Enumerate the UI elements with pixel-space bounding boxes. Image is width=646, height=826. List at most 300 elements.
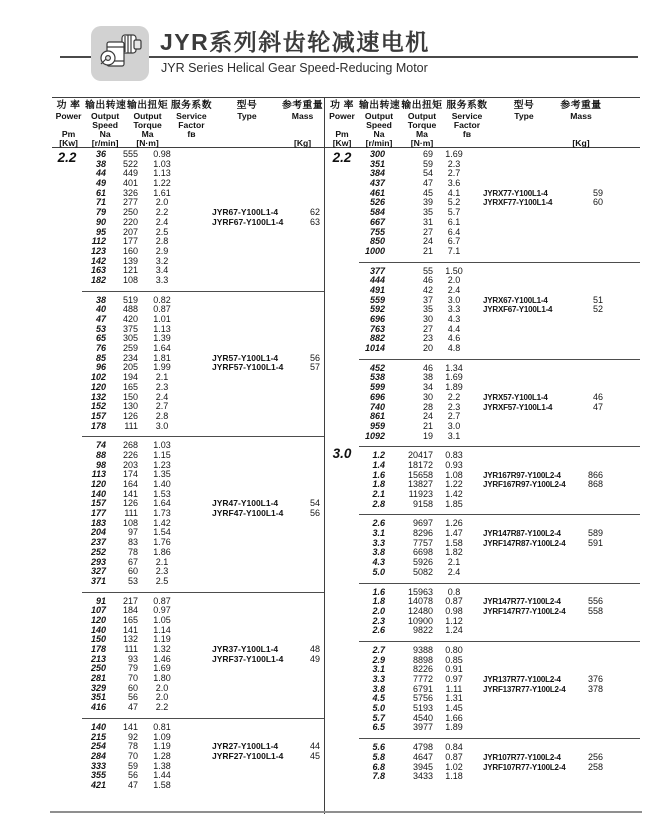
mass-cell	[294, 771, 320, 781]
header-line: Service	[451, 110, 483, 121]
factor-cell: 1.05	[153, 614, 171, 625]
header-line: Mass	[570, 110, 592, 121]
factor-cell: 1.23	[153, 459, 171, 470]
ratio-block	[52, 289, 324, 435]
type-cell	[475, 665, 583, 675]
table-row	[359, 198, 640, 208]
speed-cell: 177	[90, 508, 106, 519]
header-line: 输出转速	[85, 100, 127, 111]
table-row	[359, 315, 640, 325]
type-cell	[186, 470, 294, 480]
factor-cell: 1.34	[445, 362, 463, 373]
speed-cell: 65	[95, 333, 106, 344]
column-header-torque	[399, 101, 445, 147]
ratio-block	[52, 148, 324, 289]
header-line: Mass	[291, 110, 314, 121]
torque-cell: 97	[127, 527, 138, 538]
factor-cell: 1.12	[445, 615, 463, 626]
type-cell	[475, 588, 583, 598]
torque-cell: 20417	[407, 450, 433, 461]
table-row	[359, 500, 640, 510]
table-row	[82, 733, 324, 743]
mass-cell: 56	[309, 352, 320, 363]
type-cell	[475, 325, 583, 335]
speed-cell: 667	[369, 216, 385, 227]
speed-cell: 384	[369, 168, 385, 179]
speed-cell: 150	[90, 634, 106, 645]
table-row	[82, 664, 324, 674]
factor-cell: 2.2	[155, 207, 169, 218]
table-row	[82, 645, 324, 655]
power-value	[325, 581, 359, 639]
factor-cell: 2.5	[155, 575, 169, 586]
torque-cell: 53	[127, 575, 138, 586]
type-cell	[475, 714, 583, 724]
header-line: Ma	[416, 129, 428, 140]
header-line: 参考重量	[560, 100, 602, 111]
speed-cell: 1000	[364, 245, 385, 256]
type-cell	[475, 704, 583, 714]
type-cell: JYRX77-Y100L1-4	[483, 188, 548, 198]
speed-cell: 252	[90, 546, 106, 557]
table-row	[82, 655, 324, 665]
type-cell	[186, 150, 294, 160]
factor-cell: 6.1	[447, 216, 461, 227]
block-rows	[359, 446, 640, 512]
header-line: Factor	[178, 119, 205, 130]
table-row	[359, 480, 640, 490]
factor-cell: 3.3	[155, 274, 169, 285]
mass-cell	[294, 393, 320, 403]
mass-cell	[294, 412, 320, 422]
speed-cell: 120	[90, 614, 106, 625]
torque-cell: 141	[122, 488, 138, 499]
header-line: Torque	[133, 119, 162, 130]
header-line: Torque	[407, 119, 437, 130]
column-header-speed	[85, 101, 125, 147]
torque-cell: 165	[122, 381, 138, 392]
torque-cell: 21	[422, 245, 433, 256]
column-header-mass	[281, 101, 324, 147]
speed-cell: 850	[369, 236, 385, 247]
torque-cell: 234	[122, 352, 138, 363]
torque-cell: 42	[422, 284, 433, 295]
table-header	[52, 98, 324, 148]
table-row	[82, 257, 324, 267]
table-row	[82, 296, 324, 306]
torque-cell: 15963	[407, 586, 433, 597]
factor-cell: 2.5	[155, 226, 169, 237]
speed-cell: 300	[369, 149, 385, 159]
table-row	[359, 267, 640, 277]
torque-cell: 3945	[412, 761, 433, 772]
speed-cell: 36	[95, 149, 106, 159]
speed-cell: 696	[369, 314, 385, 324]
factor-cell: 2.4	[155, 391, 169, 402]
torque-cell: 20	[422, 343, 433, 354]
factor-cell: 1.89	[445, 382, 463, 393]
speed-cell: 355	[90, 770, 106, 781]
power-value	[325, 639, 359, 736]
speed-cell: 88	[95, 449, 106, 460]
speed-cell: 3.1	[372, 664, 385, 675]
torque-cell: 259	[122, 343, 138, 354]
mass-cell: 378	[587, 683, 603, 694]
type-cell	[475, 267, 583, 277]
table-row	[82, 179, 324, 189]
type-cell	[475, 383, 583, 393]
torque-cell: 141	[122, 721, 138, 732]
mass-cell: 591	[587, 537, 603, 548]
factor-cell: 2.0	[155, 692, 169, 703]
table-row	[359, 490, 640, 500]
type-cell	[475, 286, 583, 296]
header-line: 输出扭矩	[401, 100, 443, 111]
torque-cell: 31	[422, 216, 433, 227]
mass-cell	[583, 723, 603, 733]
mass-cell	[294, 325, 320, 335]
table-row	[82, 674, 324, 684]
table-row	[82, 684, 324, 694]
torque-cell: 555	[122, 149, 138, 159]
torque-cell: 4540	[412, 712, 433, 723]
factor-cell: 2.0	[155, 682, 169, 693]
type-cell	[186, 451, 294, 461]
mass-cell	[294, 169, 320, 179]
speed-cell: 755	[369, 226, 385, 237]
type-cell: JYRF107R77-Y100L2-4	[483, 762, 566, 772]
torque-cell: 108	[122, 517, 138, 528]
power-value	[52, 289, 82, 435]
speed-cell: 76	[95, 343, 106, 354]
type-cell: JYRF167R97-Y100L2-4	[483, 480, 566, 490]
speed-cell: 559	[369, 294, 385, 305]
mass-cell	[294, 684, 320, 694]
factor-cell: 2.9	[155, 245, 169, 256]
block-rows	[359, 262, 640, 357]
speed-cell: 284	[90, 750, 106, 761]
factor-cell: 0.8	[447, 586, 461, 597]
speed-cell: 599	[369, 382, 385, 393]
mass-cell: 376	[587, 674, 603, 684]
ratio-block	[52, 590, 324, 716]
factor-cell: 7.1	[447, 245, 461, 256]
type-cell: JYR67-Y100L1-4	[212, 207, 279, 218]
factor-cell: 2.8	[155, 410, 169, 421]
factor-cell: 0.82	[153, 294, 171, 305]
torque-cell: 5926	[412, 557, 433, 568]
speed-cell: 437	[369, 178, 385, 189]
table-row	[82, 237, 324, 247]
type-cell	[186, 567, 294, 577]
torque-cell: 165	[122, 614, 138, 625]
table-row	[359, 714, 640, 724]
speed-cell: 163	[90, 265, 106, 276]
speed-cell: 2.6	[372, 518, 385, 529]
factor-cell: 4.6	[447, 333, 461, 344]
torque-cell: 59	[127, 760, 138, 771]
factor-cell: 1.26	[445, 518, 463, 529]
mass-cell	[583, 315, 603, 325]
column-header-speed	[359, 101, 399, 147]
ratio-block	[325, 357, 640, 445]
table-row	[82, 635, 324, 645]
factor-cell: 2.2	[447, 391, 461, 402]
mass-cell: 48	[309, 644, 320, 654]
table-row	[82, 577, 324, 587]
table-row	[82, 519, 324, 529]
table-row	[82, 315, 324, 325]
factor-cell: 2.1	[155, 372, 169, 383]
table-row	[82, 276, 324, 286]
factor-cell: 2.7	[447, 168, 461, 179]
table-row	[359, 656, 640, 666]
table-row	[82, 228, 324, 238]
speed-cell: 461	[369, 187, 385, 198]
torque-cell: 130	[122, 401, 138, 412]
factor-cell: 0.98	[445, 605, 463, 616]
mass-cell: 63	[309, 216, 320, 227]
speed-cell: 959	[369, 420, 385, 431]
table-row	[82, 441, 324, 451]
gear-motor-icon	[91, 26, 149, 81]
speed-cell: 90	[95, 216, 106, 227]
factor-cell: 3.2	[155, 255, 169, 266]
mass-cell	[583, 432, 603, 442]
type-cell	[186, 169, 294, 179]
torque-cell: 522	[122, 158, 138, 169]
table-row	[359, 694, 640, 704]
speed-cell: 44	[95, 168, 106, 179]
type-cell	[186, 538, 294, 548]
column-header-power	[325, 101, 359, 147]
header-line: 输出转速	[359, 100, 401, 111]
mass-cell	[583, 422, 603, 432]
mass-cell	[294, 664, 320, 674]
mass-cell	[294, 674, 320, 684]
power-value	[325, 512, 359, 580]
factor-cell: 1.69	[445, 149, 463, 159]
torque-cell: 35	[422, 207, 433, 218]
mass-cell	[583, 451, 603, 461]
speed-cell: 1.8	[372, 479, 385, 490]
header-line: 服务系数	[446, 100, 488, 111]
type-cell	[186, 441, 294, 451]
type-cell: JYRF137R77-Y100L2-4	[483, 684, 566, 694]
type-cell	[475, 723, 583, 733]
block-rows	[82, 592, 324, 716]
header-line: [r/min]	[365, 138, 393, 149]
factor-cell: 2.1	[447, 557, 461, 568]
torque-cell: 24	[422, 236, 433, 247]
speed-cell: 2.1	[372, 489, 385, 499]
torque-cell: 47	[127, 702, 138, 713]
torque-cell: 126	[122, 410, 138, 421]
table-row	[359, 334, 640, 344]
type-cell	[186, 781, 294, 791]
speed-cell: 152	[90, 401, 106, 412]
mass-cell	[294, 150, 320, 160]
torque-cell: 8296	[412, 528, 433, 539]
speed-cell: 491	[369, 284, 385, 295]
ratio-block	[325, 512, 640, 580]
factor-cell: 1.39	[153, 333, 171, 344]
table-row	[82, 354, 324, 364]
type-cell	[186, 664, 294, 674]
type-cell	[475, 373, 583, 383]
mass-cell: 868	[587, 479, 603, 490]
table-row	[82, 461, 324, 471]
mass-cell	[294, 693, 320, 703]
speed-cell: 281	[90, 673, 106, 684]
torque-cell: 132	[122, 634, 138, 645]
mass-cell: 49	[309, 653, 320, 664]
torque-cell: 488	[122, 304, 138, 315]
type-cell	[186, 626, 294, 636]
type-cell	[186, 228, 294, 238]
torque-cell: 220	[122, 216, 138, 227]
mass-cell	[583, 772, 603, 782]
block-rows	[82, 718, 324, 794]
torque-cell: 6698	[412, 547, 433, 558]
type-cell	[186, 674, 294, 684]
torque-cell: 18172	[407, 459, 433, 470]
torque-cell: 194	[122, 372, 138, 383]
table-row	[82, 373, 324, 383]
type-cell	[475, 315, 583, 325]
mass-cell	[583, 276, 603, 286]
header-line: 参考重量	[281, 100, 324, 111]
mass-cell	[583, 704, 603, 714]
factor-cell: 2.7	[155, 401, 169, 412]
factor-cell: 1.54	[153, 527, 171, 538]
speed-cell: 861	[369, 411, 385, 422]
mass-cell	[294, 189, 320, 199]
table-row	[359, 723, 640, 733]
table-row	[82, 189, 324, 199]
torque-cell: 6791	[412, 683, 433, 694]
factor-cell: 2.0	[155, 197, 169, 208]
mass-cell	[294, 703, 320, 713]
speed-cell: 538	[369, 372, 385, 383]
table-row	[82, 616, 324, 626]
mass-cell: 62	[309, 207, 320, 218]
mass-cell	[294, 257, 320, 267]
ratio-block	[325, 736, 640, 785]
factor-cell: 2.4	[155, 216, 169, 227]
header-line: Type	[237, 110, 257, 121]
table-row	[359, 548, 640, 558]
torque-cell: 28	[422, 401, 433, 412]
column-header-factor	[445, 101, 489, 147]
type-cell	[475, 656, 583, 666]
table-row	[82, 567, 324, 577]
block-rows	[359, 641, 640, 736]
table-row	[82, 470, 324, 480]
type-cell	[475, 461, 583, 471]
factor-cell: 0.87	[445, 751, 463, 762]
factor-cell: 2.2	[155, 702, 169, 713]
torque-cell: 12480	[407, 605, 433, 616]
table-body	[325, 148, 640, 785]
table-row	[82, 363, 324, 373]
speed-cell: 91	[95, 595, 106, 606]
ratio-block	[325, 581, 640, 639]
mass-cell	[583, 169, 603, 179]
table-row	[82, 626, 324, 636]
torque-cell: 30	[422, 314, 433, 324]
table-row	[359, 228, 640, 238]
type-cell	[475, 432, 583, 442]
table-row	[359, 364, 640, 374]
torque-cell: 56	[127, 692, 138, 703]
speed-cell: 95	[95, 226, 106, 237]
header-line: Output	[133, 110, 162, 121]
speed-cell: 696	[369, 391, 385, 402]
block-rows	[82, 436, 324, 589]
block-rows	[82, 148, 324, 289]
type-cell: JYR47-Y100L1-4	[212, 498, 279, 509]
torque-cell: 3977	[412, 722, 433, 733]
mass-cell	[294, 519, 320, 529]
type-cell	[186, 461, 294, 471]
mass-cell	[294, 538, 320, 548]
factor-cell: 0.80	[445, 644, 463, 655]
mass-cell	[294, 558, 320, 568]
factor-cell: 1.66	[445, 712, 463, 723]
speed-cell: 740	[369, 401, 385, 412]
mass-cell	[583, 325, 603, 335]
type-cell	[186, 266, 294, 276]
type-cell	[186, 616, 294, 626]
header-line: fʙ	[462, 129, 472, 140]
mass-cell	[583, 558, 603, 568]
table-row	[359, 704, 640, 714]
mass-cell	[294, 480, 320, 490]
factor-cell: 1.86	[153, 546, 171, 557]
factor-cell: 0.97	[445, 674, 463, 684]
type-cell	[186, 412, 294, 422]
table-row	[82, 606, 324, 616]
speed-cell: 377	[369, 265, 385, 276]
speed-cell: 112	[91, 236, 106, 247]
factor-cell: 0.81	[153, 721, 171, 732]
factor-cell: 1.22	[445, 479, 463, 490]
header-line: [N·m]	[410, 138, 434, 149]
mass-cell	[294, 266, 320, 276]
torque-cell: 69	[422, 149, 433, 159]
speed-cell: 113	[91, 469, 106, 480]
power-value	[325, 736, 359, 785]
speed-cell: 204	[90, 527, 106, 538]
mass-cell: 54	[309, 498, 320, 509]
factor-cell: 1.15	[153, 449, 171, 460]
table-row	[82, 703, 324, 713]
table-row	[82, 393, 324, 403]
ratio-block	[325, 444, 640, 512]
table-row	[359, 763, 640, 773]
factor-cell: 4.3	[447, 314, 461, 324]
speed-cell: 6.8	[372, 761, 385, 772]
spec-tables	[52, 97, 640, 814]
speed-cell: 3.1	[372, 528, 385, 539]
table-row	[82, 762, 324, 772]
mass-cell: 556	[587, 596, 603, 607]
torque-cell: 37	[422, 294, 433, 305]
power-value: 2.2	[332, 150, 352, 165]
speed-cell: 351	[369, 158, 385, 169]
factor-cell: 1.13	[153, 168, 171, 179]
